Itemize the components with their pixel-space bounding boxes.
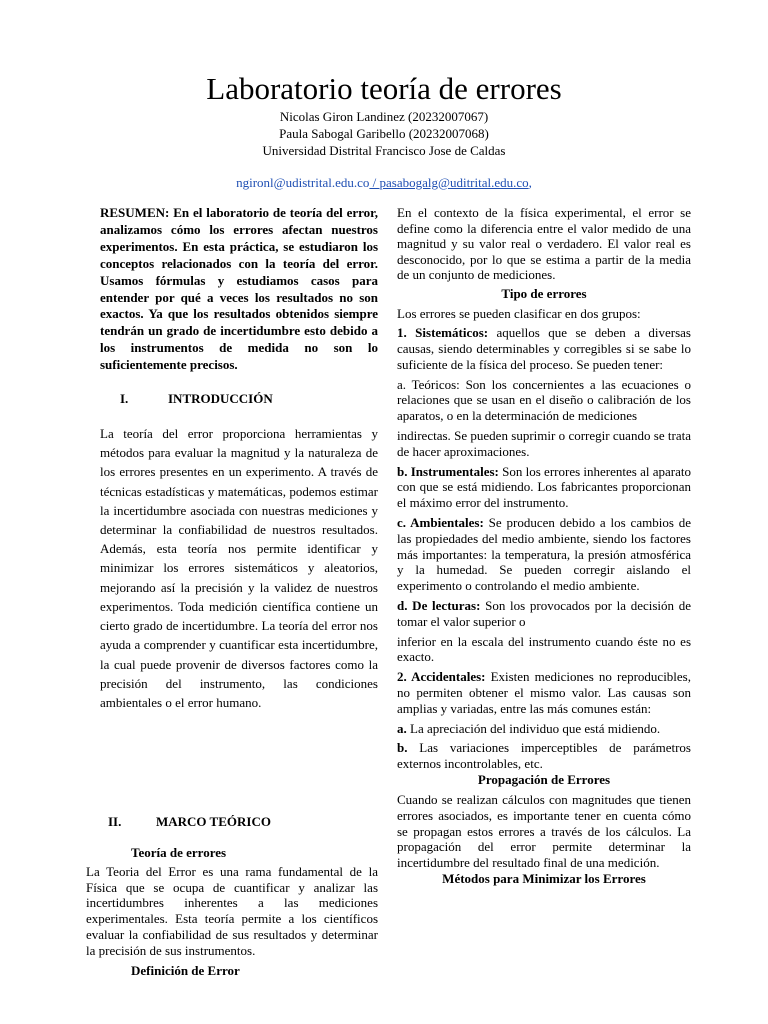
lecturas-continuation: inferior en la escala del instrumento cuando éste no es exacto. — [397, 633, 691, 665]
ambientales-text: Se producen debido a los cambios de las propiedades del medio ambiente, siendo los factores más importantes: la temperatura, la presión atmosférica y la humedad. Se pueden corregir aislando el experimento o controlando el medio ambiente. — [397, 515, 691, 594]
accidentales-text: Existen mediciones no reproducibles, no permiten obtener el mismo valor. Las causas son amplias y variadas, entre las más comunes están: — [397, 669, 691, 716]
item-b-label: b. — [397, 740, 408, 756]
email-line — [0, 174, 768, 191]
affiliation-line: Universidad Distrital Francisco Jose de Caldas — [262, 143, 506, 158]
subheading-definicion-de-error: Definición de Error — [131, 963, 240, 978]
lecturas-label: d. De lecturas: — [397, 598, 481, 614]
subheading-propagacion-de-errores: Propagación de Errores — [477, 772, 611, 788]
author-line-2: Paula Sabogal Garibello (20232007068) — [279, 126, 489, 141]
section-number: I. — [120, 391, 129, 407]
item-a-label: a. — [397, 720, 407, 736]
item-b-text: Las variaciones imperceptibles de parámetros externos incontrolables, etc. — [397, 740, 691, 772]
teoricos-paragraph: a. Teóricos: Son los concernientes a las ecuaciones o relaciones que se usan en el diseño o calibración de los aparatos, o en la determinación de mediciones — [397, 376, 691, 424]
section-number: II. — [108, 814, 122, 829]
sistematicos-label: 1. Sistemáticos: — [397, 325, 489, 341]
email-separator: / — [369, 175, 380, 190]
propagacion-body: Cuando se realizan cálculos con magnitudes que tienen errores asociados, es importante tener en cuenta cómo se propagan estos errores a través de los cálculos. La propagación del error permite determinar la incertidumbre del resultado final de una medición. — [397, 792, 691, 871]
right-column — [397, 205, 691, 887]
section-title: INTRODUCCIÓN — [168, 391, 273, 407]
subheading-tipo-de-errores: Tipo de errores — [501, 285, 587, 301]
author-line-1: Nicolas Giron Landinez (20232007067) — [279, 109, 489, 124]
ambientales-label: c. Ambientales: — [397, 515, 484, 531]
instrumentales-paragraph — [397, 464, 691, 511]
definicion-body: En el contexto de la física experimental, el error se define como la diferencia entre el valor medido de una magnitud y su valor real o verdadero. El valor real es desconocido, por lo que se estima a partir de la media de un conjunto de mediciones. — [397, 205, 691, 282]
email-link-2[interactable]: pasabogalg@uditrital.edu.co — [379, 175, 529, 190]
section-heading-marco-teorico — [108, 814, 271, 830]
instrumentales-text: Son los errores inherentes al aparato con que se está midiendo. Los fabricantes proporcionan el máximo error del instrumento. — [397, 463, 691, 511]
accidentales-item-a — [397, 721, 691, 737]
accidentales-label: 2. Accidentales: — [397, 669, 486, 685]
accidentales-item-b — [397, 740, 691, 772]
sistematicos-text: aquellos que se deben a diversas causas, siendo determinables y corregibles si se sabe lo suficiente de la física del proceso. Se pueden tener: — [397, 325, 691, 372]
paper-title: Laboratorio teoría de errores — [206, 71, 562, 106]
paper-header — [0, 70, 768, 191]
lecturas-text: Son los provocados por la decisión de tomar el valor superior o — [397, 598, 691, 629]
introduccion-body: La teoría del error proporciona herramientas y métodos para evaluar la magnitud y la naturaleza de los errores presentes en un experimento. A través de técnicas estadísticas y matemáticas, podemos estimar la incertidumbre asociada con nuestras mediciones y determinar la confiabilidad de nuestros resultados. Además, esta teoría nos permite identificar y minimizar los errores sistemáticos y aleatorios, mejorando así la precisión y la validez de nuestros experimentos. Toda medición científica contiene un cierto grado de incertidumbre. La teoría del error nos ayuda a comprender y cuantificar esta incertidumbre, la cual puede provenir de diversos factores como la precisión del instrumento, las condiciones ambientales o el error humano. — [100, 426, 378, 710]
subheading-teoria-de-errores: Teoría de errores — [131, 845, 227, 860]
abstract: RESUMEN: En el laboratorio de teoría del error, analizamos cómo los errores afectan nuestros experimentos. En esta práctica, se estudiaron los conceptos relacionados con la teoría del error. Usamos fórmulas y estudiamos casos para entender por qué a veces los resultados no son exactos. Ya que los resultados obtenidos siempre tendrán un grado de incertidumbre esto debido a los instrumentos de medida no son lo suficientemente precisos. — [100, 205, 378, 373]
teoricos-continuation: indirectas. Se pueden suprimir o corregir cuando se trata de hacer aproximaciones. — [397, 428, 691, 459]
teoria-de-errores-body: La Teoria del Error es una rama fundamental de la Física que se ocupa de cuantificar y analizar las incertidumbres inherentes a las mediciones experimentales. Esta teoría permite a los científicos evaluar la confiabilidad de sus resultados y determinar la precisión de sus instrumentos. — [86, 864, 378, 958]
accidentales-paragraph — [397, 669, 691, 716]
ambientales-paragraph — [397, 515, 691, 594]
tipo-intro: Los errores se pueden clasificar en dos grupos: — [397, 305, 641, 321]
left-column — [100, 205, 378, 712]
email-trailing-comma: , — [528, 175, 532, 190]
lecturas-paragraph — [397, 598, 691, 630]
email-link-1[interactable]: ngironl@udistrital.edu.co — [236, 175, 370, 190]
section-title: MARCO TEÓRICO — [156, 814, 271, 829]
instrumentales-label: b. Instrumentales: — [397, 463, 499, 479]
section-heading-introduccion — [100, 391, 378, 407]
sistematicos-paragraph — [397, 325, 691, 372]
item-a-text: La apreciación del individuo que está midiendo. — [406, 720, 661, 736]
subheading-metodos-minimizar: Métodos para Minimizar los Errores — [442, 871, 646, 886]
